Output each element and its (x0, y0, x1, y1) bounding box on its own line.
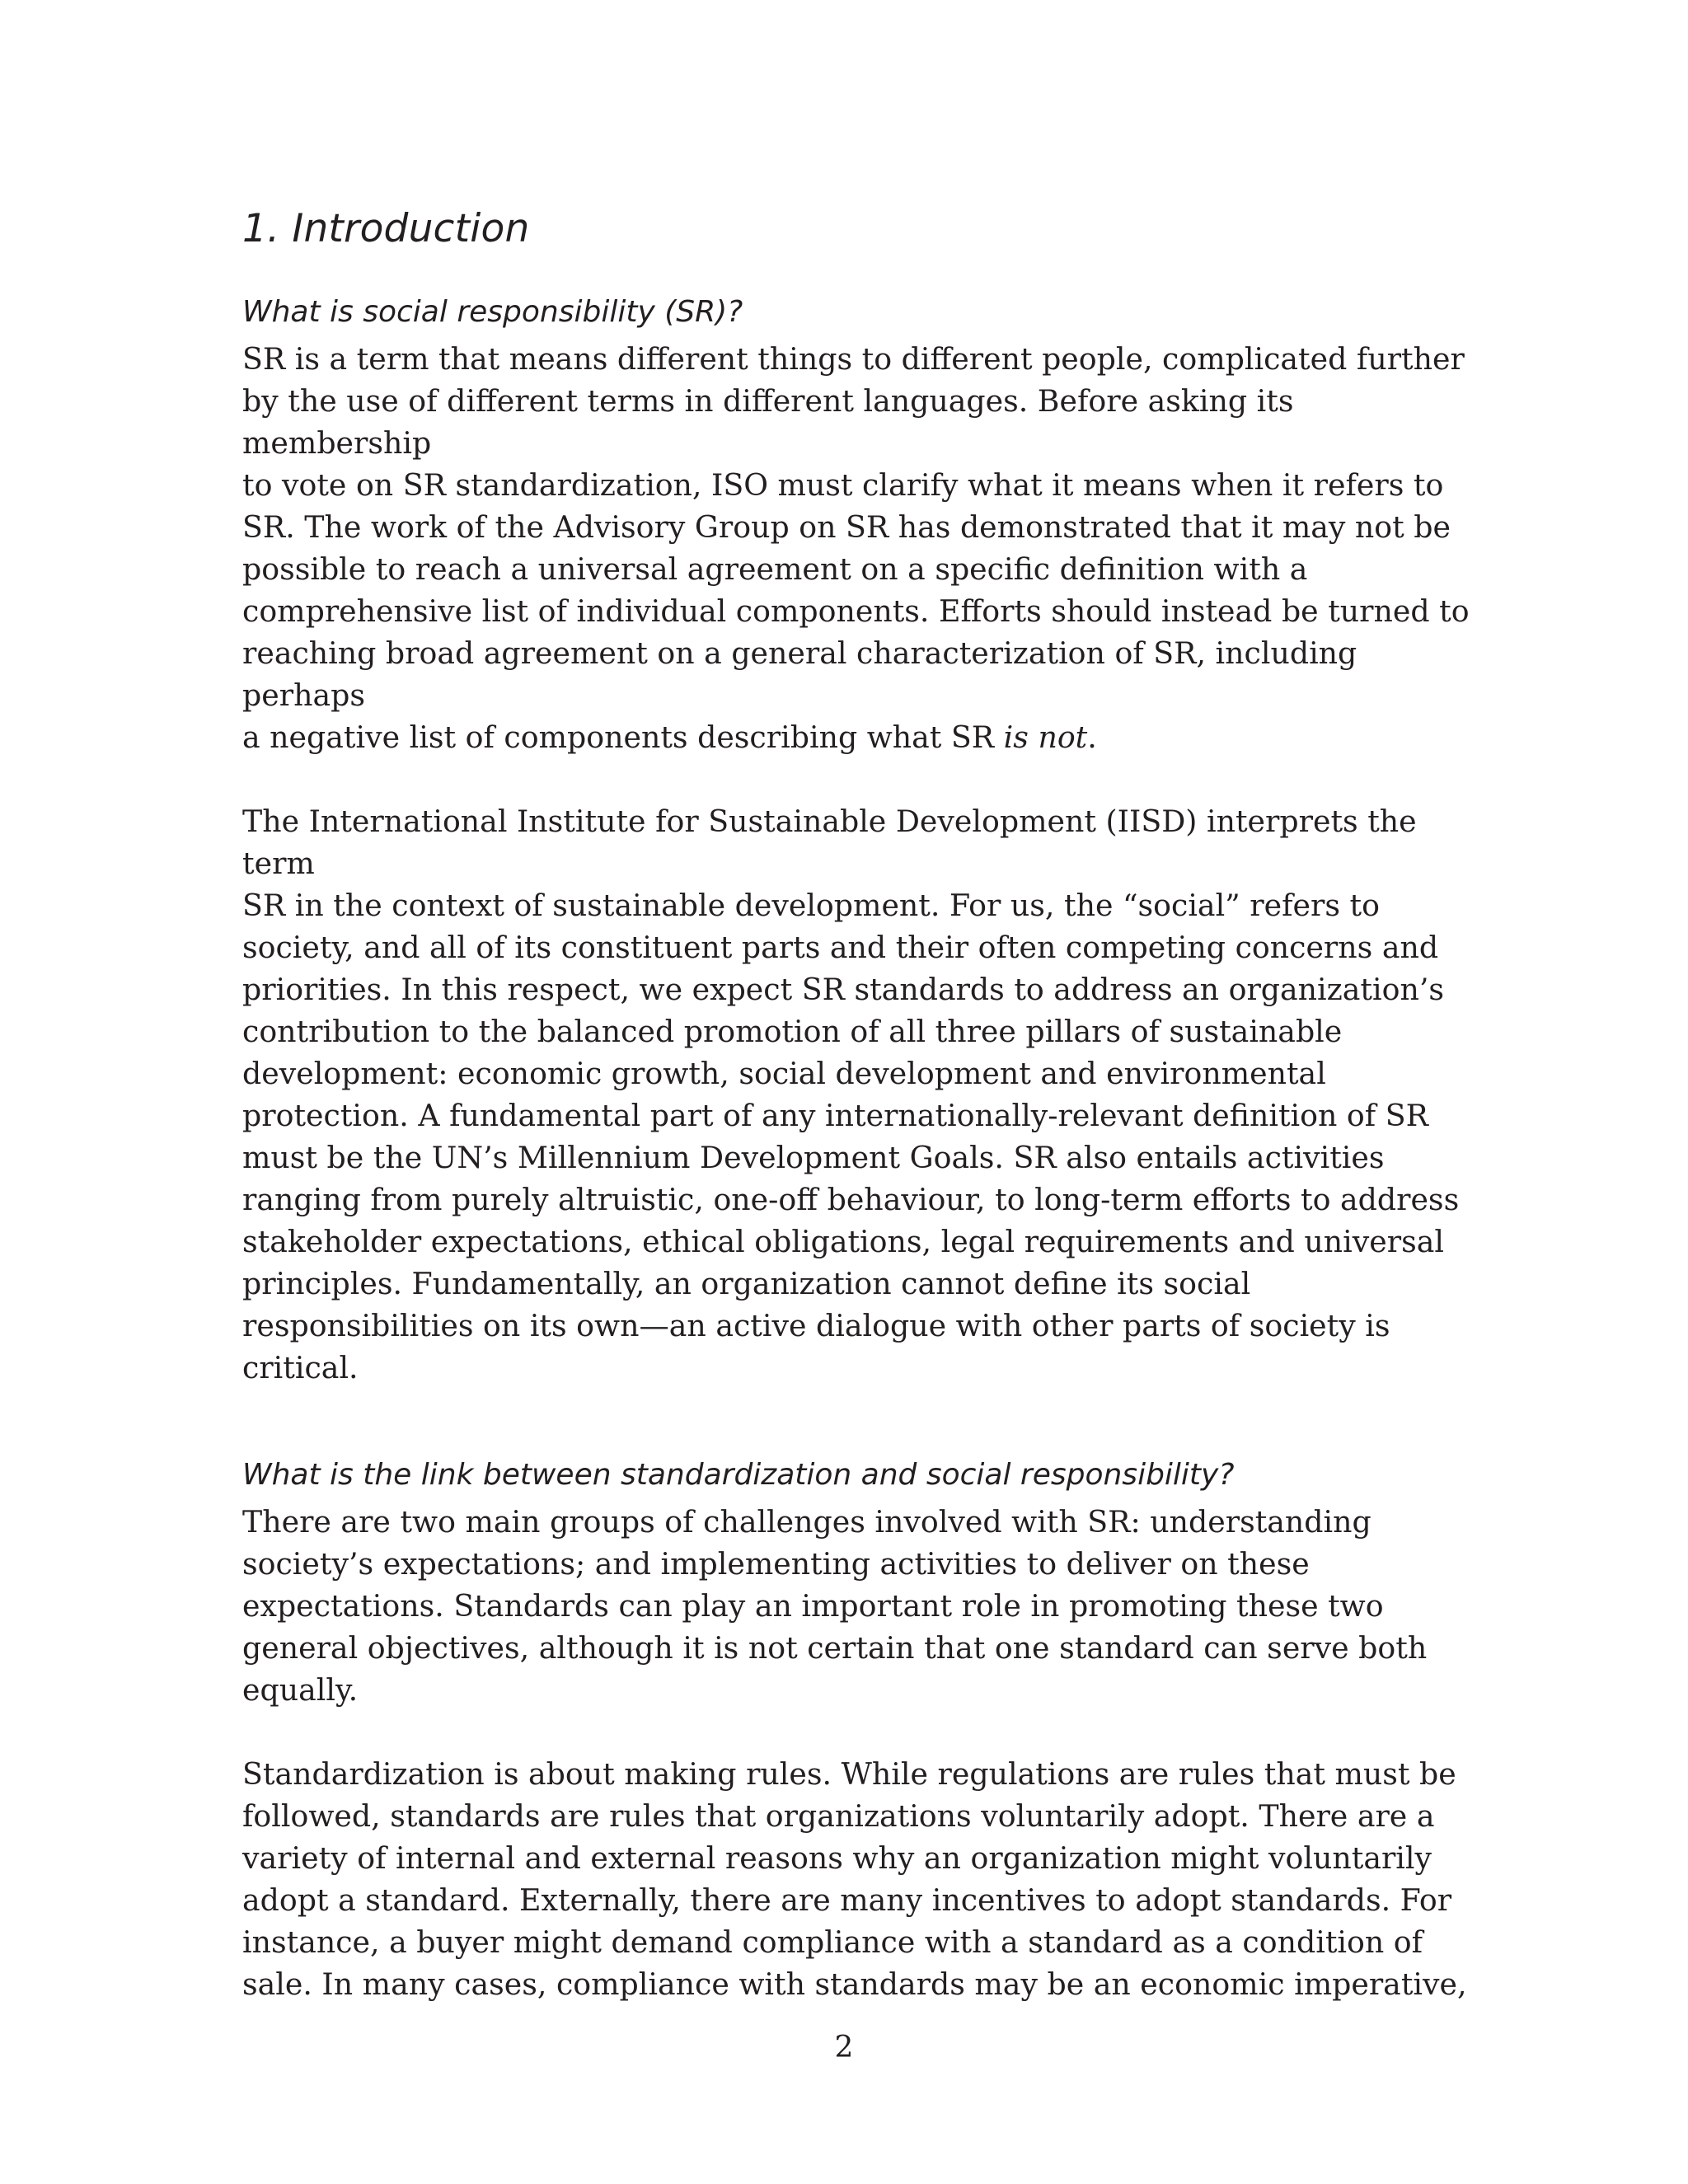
section-spacer (242, 1389, 1470, 1455)
page-content (242, 203, 1470, 2005)
paragraph-spacer (242, 1711, 1470, 1753)
paragraph-sr-definition-end: . (1087, 719, 1097, 755)
paragraph-standardization-rules: Standardization is about making rules. While regulations are rules that must be followed, standards are rules that organizations voluntarily adopt. There are a variety of internal and external reasons why an organization might voluntarily adopt a standard. Externally, there are many incentives to adopt standards. For instance, a buyer might demand compliance with a standard as a condition of sale. In many cases, compliance with standards may be an economic imperative, (242, 1756, 1467, 2002)
section-title: 1. Introduction (242, 206, 530, 251)
subsection-title-sr: What is social responsibility (SR)? (242, 295, 743, 329)
paragraph-sr-definition (242, 338, 1470, 758)
page-number: 2 (834, 2031, 854, 2064)
subsection-title-link: What is the link between standardization and social responsibility? (242, 1458, 1235, 1492)
paragraph-iisd-interpretation: The International Institute for Sustainable Development (IISD) interprets the term SR in the context of sustainable development. For us, the “social” refers to society, and all of its constituent parts and their often competing concerns and priorities. In this respect, we expect SR standards to address an organization’s contribution to the balanced promotion of all three pillars of sustainable development: economic growth, social development and environmental protection. A fundamental part of any internationally-relevant definition of SR must be the UN’s Millennium Development Goals. SR also entails activities ranging from purely altruistic, one-off behaviour, to long-term efforts to address stakeholder expectations, ethical obligations, legal requirements and universal principles. Fundamentally, an organization cannot define its social responsibilities on its own—an active dialogue with other parts of society is critical. (242, 804, 1460, 1385)
paragraph-sr-definition-text: SR is a term that means different things to different people, complicated further by the use of different terms in different languages. Before asking its membership to vote on SR standardization, ISO must clarify what it means when it refers to SR. The work of the Advisory Group on SR has demonstrated that it may not be possible to reach a universal agreement on a specific definition with a comprehensive list of individual components. Efforts should instead be turned to reaching broad agreement on a general characterization of SR, including perhaps a negative list of components describing what SR (242, 341, 1470, 755)
emphasis-is-not: is not (1003, 719, 1088, 755)
paragraph-spacer (242, 758, 1470, 800)
paragraph-challenges: There are two main groups of challenges involved with SR: understanding society’s expectations; and implementing activities to deliver on these expectations. Standards can play an important role in promoting these two general objectives, although it is not certain that one standard can serve both equally. (242, 1504, 1428, 1708)
